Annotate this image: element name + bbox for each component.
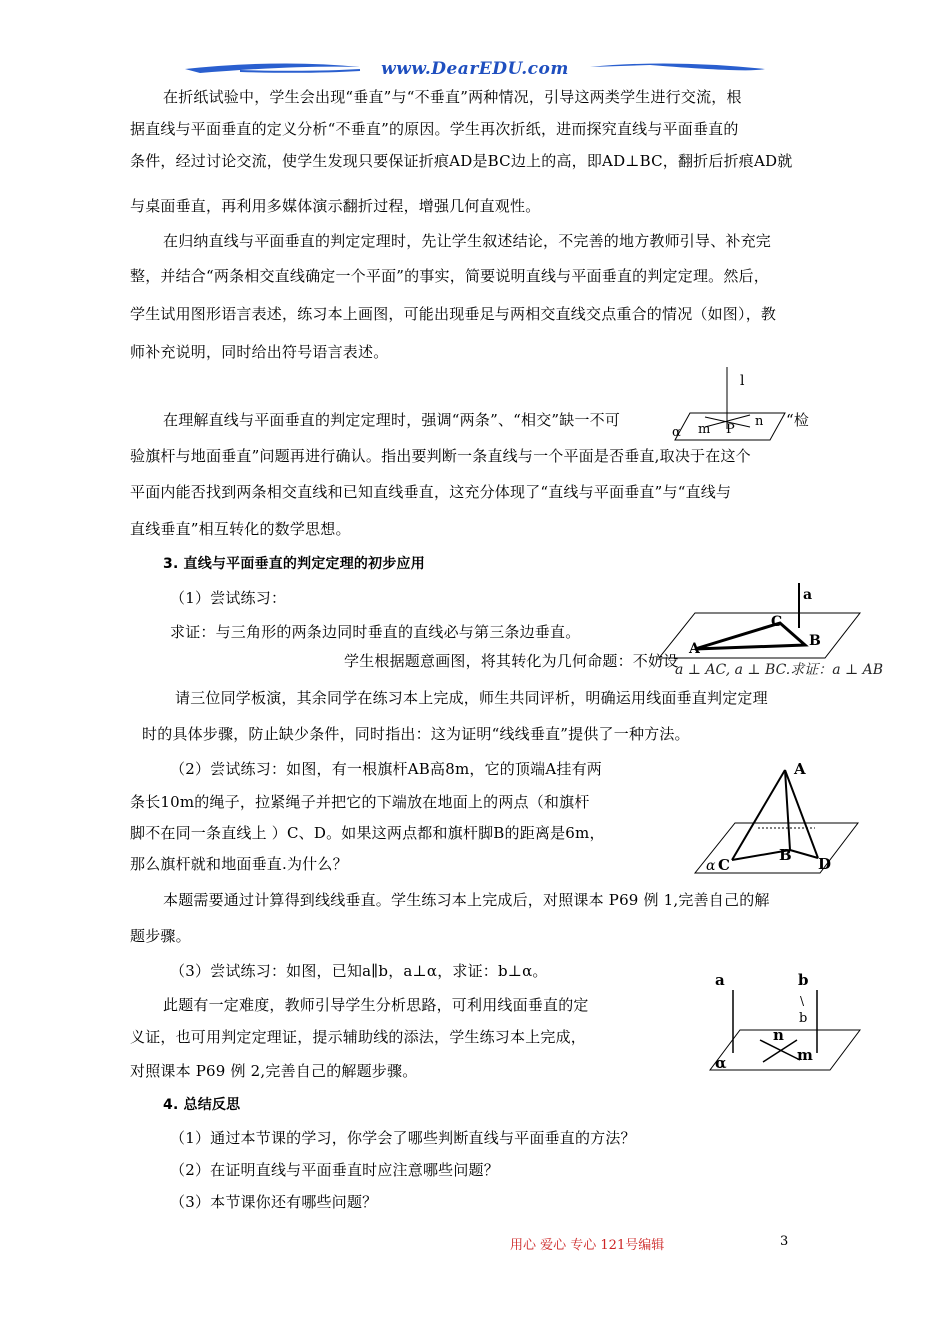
p2-line-2: 整，并结合“两条相交直线确定一个平面”的事实，简要说明直线与平面垂直的判定定理。然后， (130, 267, 769, 285)
segment-bd (790, 850, 818, 858)
section-4-title: 4. 总结反思 (163, 1097, 241, 1113)
label-a: a (715, 971, 725, 989)
summary-item-3: （3）本节课你还有哪些问题？ (170, 1193, 378, 1211)
exercise-2-line-4: 那么旗杆就和地面垂直.为什么？ (130, 855, 348, 873)
p2-line-4: 师补充说明，同时给出符号语言表述。 (130, 343, 389, 361)
p3-line-1-end: “检 (786, 411, 810, 429)
p1-line-3: 条件，经过讨论交流，使学生发现只要保证折痕AD是BC边上的高，即AD⊥BC，翻折后折痕AD就 (130, 152, 793, 170)
label-b: B (809, 633, 821, 649)
exercise-2-line-3: 脚不在同一条直线上 ）C、D。如果这两点都和旗杆脚B的距离是6m， (130, 824, 605, 842)
site-logo: www.DearEDU.com (381, 59, 569, 79)
label-m: m (698, 422, 711, 437)
exercise-1-p-line-2: 时的具体步骤，防止缺少条件，同时指出：这为证明“线线垂直”提供了一种方法。 (142, 725, 690, 743)
p3-line-2: 验旗杆与地面垂直”问题再进行确认。指出要判断一条直线与一个平面是否垂直,取决于在这个 (130, 447, 751, 465)
exercise-1-math: a ⊥ AC, a ⊥ BC.求证：a ⊥ AB (675, 662, 884, 678)
label-n: n (755, 414, 764, 429)
label-backslash: \ (800, 994, 805, 1008)
footer-text: 用心 爱心 专心 121号编辑 (510, 1238, 665, 1253)
exercise-2-line-1: （2）尝试练习：如图，有一根旗杆AB高8m，它的顶端A挂有两 (170, 760, 603, 778)
exercise-3-line-1: 此题有一定难度，教师引导学生分析思路，可利用线面垂直的定 (163, 996, 589, 1014)
section-3-title: 3. 直线与平面垂直的判定定理的初步应用 (163, 556, 425, 572)
exercise-3-label: （3）尝试练习：如图，已知a∥b，a⊥α，求证：b⊥α。 (170, 962, 548, 980)
exercise-2-line-2: 条长10m的绳子，拉紧绳子并把它的下端放在地面上的两点（和旗杆 (130, 793, 590, 811)
exercise-2-note-line-1: 本题需要通过计算得到线线垂直。学生练习本上完成后，对照课本 P69 例 1,完善自己的解 (163, 891, 770, 909)
header-underline-left (240, 70, 360, 72)
label-b: B (779, 846, 792, 864)
label-alpha: α (706, 858, 716, 874)
page-number: 3 (780, 1234, 789, 1249)
label-d: D (818, 855, 832, 873)
p1-line-2: 据直线与平面垂直的定义分析“不垂直”的原因。学生再次折纸，进而探究直线与平面垂直的 (130, 120, 739, 138)
label-l: l (740, 373, 745, 389)
p1-line-4: 与桌面垂直，再利用多媒体演示翻折过程，增强几何直观性。 (130, 197, 541, 215)
summary-item-1: （1）通过本节课的学习，你学会了哪些判断直线与平面垂直的方法？ (170, 1129, 636, 1147)
p2-line-1: 在归纳直线与平面垂直的判定定理时，先让学生叙述结论，不完善的地方教师引导、补充完 (163, 232, 772, 250)
rope-ac (732, 770, 785, 860)
exercise-3-line-3: 对照课本 P69 例 2,完善自己的解题步骤。 (130, 1062, 418, 1080)
p3-line-4: 直线垂直”相互转化的数学思想。 (130, 520, 351, 538)
triangle-abc (695, 623, 805, 649)
p1-line-1: 在折纸试验中，学生会出现“垂直”与“不垂直”两种情况，引导这两类学生进行交流，根 (163, 88, 742, 106)
label-c: C (771, 614, 783, 630)
label-a-line: a (803, 587, 813, 603)
label-n: n (773, 1026, 784, 1044)
exercise-1-student: 学生根据题意画图，将其转化为几何命题：不妨设 (344, 652, 679, 670)
exercise-3-line-2: 义证，也可用判定定理证，提示辅助线的添法，学生练习本上完成， (130, 1028, 587, 1046)
label-b: b (798, 971, 809, 989)
label-p: P (726, 422, 735, 437)
exercise-2-note-line-2: 题步骤。 (130, 927, 191, 945)
p2-line-3: 学生试用图形语言表述，练习本上画图，可能出现垂足与两相交直线交点重合的情况（如图），教 (130, 305, 777, 323)
figure-plane-perpendicular (650, 365, 790, 445)
header-swoosh-right (590, 63, 765, 70)
label-a: A (794, 760, 806, 778)
label-alpha: α (672, 425, 681, 440)
label-b-small: b (799, 1011, 808, 1026)
label-a-point: A (689, 641, 700, 657)
p3-line-3: 平面内能否找到两条相交直线和已知直线垂直，这充分体现了“直线与平面垂直”与“直线与 (130, 483, 732, 501)
figure-flagpole (690, 758, 865, 878)
exercise-1-prove: 求证：与三角形的两条边同时垂直的直线必与第三条边垂直。 (170, 623, 581, 641)
label-c: C (718, 856, 730, 874)
label-m: m (797, 1046, 813, 1064)
exercise-1-p-line-1: 请三位同学板演，其余同学在练习本上完成，师生共同评析，明确运用线面垂直判定定理 (175, 689, 768, 707)
label-alpha: α (715, 1054, 727, 1072)
exercise-1-label: （1）尝试练习： (170, 589, 287, 607)
summary-item-2: （2）在证明直线与平面垂直时应注意哪些问题？ (170, 1161, 499, 1179)
p3-line-1: 在理解直线与平面垂直的判定定理时，强调“两条”、“相交”缺一不可 (163, 411, 621, 429)
figure-parallel-lines (705, 968, 865, 1078)
figure-triangle-plane (655, 583, 865, 663)
